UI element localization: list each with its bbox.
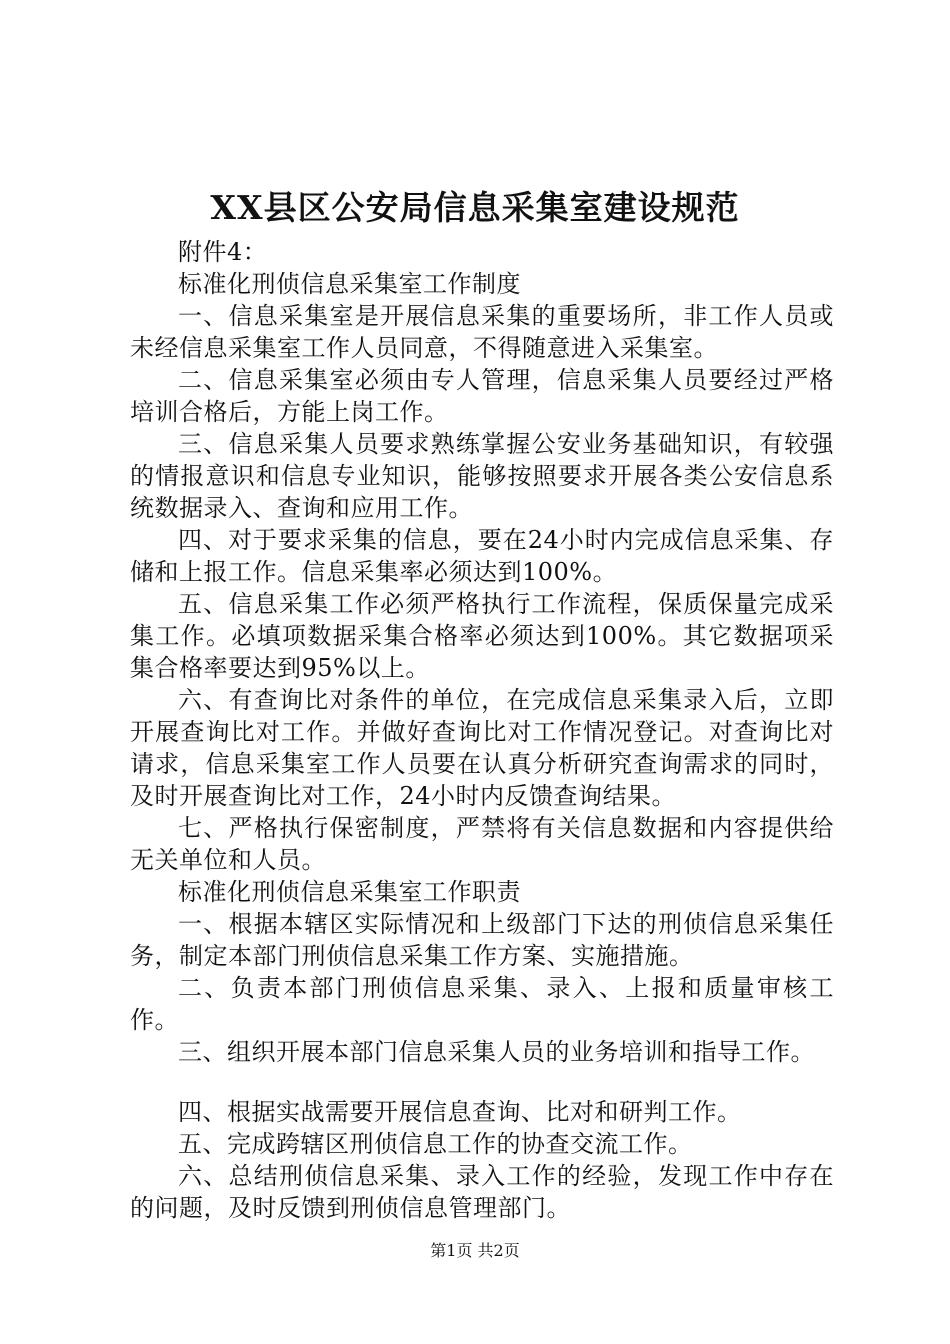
rule-item-7: 七、严格执行保密制度，严禁将有关信息数据和内容提供给无关单位和人员。 [130, 814, 834, 874]
rule-item-6: 六、有查询比对条件的单位，在完成信息采集录入后，立即开展查询比对工作。并做好查询比对工作情况登记。对查询比对请求，信息采集室工作人员要在认真分析研究查询需求的同时，及时开展查询比对工作，24小时内反馈查询结果。 [130, 686, 834, 810]
duty-item-4: 四、根据实战需要开展信息查询、比对和研判工作。 [178, 1098, 742, 1126]
rule-item-2: 二、信息采集室必须由专人管理，信息采集人员要经过严格培训合格后，方能上岗工作。 [130, 366, 834, 426]
rule-item-5: 五、信息采集工作必须严格执行工作流程，保质保量完成采集工作。必填项数据采集合格率必须达到100%。其它数据项采集合格率要达到95%以上。 [130, 590, 834, 682]
attachment-label: 附件4： [178, 238, 268, 266]
section-heading-rules: 标准化刑侦信息采集室工作制度 [178, 270, 521, 298]
duty-item-2: 二、负责本部门刑侦信息采集、录入、上报和质量审核工作。 [130, 974, 834, 1034]
rule-item-1: 一、信息采集室是开展信息采集的重要场所，非工作人员或未经信息采集室工作人员同意，不得随意进入采集室。 [130, 302, 834, 362]
rule-item-3: 三、信息采集人员要求熟练掌握公安业务基础知识，有较强的情报意识和信息专业知识，能够按照要求开展各类公安信息系统数据录入、查询和应用工作。 [130, 430, 834, 522]
duty-item-6: 六、总结刑侦信息采集、录入工作的经验，发现工作中存在的问题，及时反馈到刑侦信息管理部门。 [130, 1162, 834, 1222]
rule-item-4: 四、对于要求采集的信息，要在24小时内完成信息采集、存储和上报工作。信息采集率必须达到100%。 [130, 526, 834, 586]
document-body [130, 236, 834, 1224]
document-title: XX县区公安局信息采集室建设规范 [210, 188, 740, 227]
page-footer: 第1页 共2页 [430, 1241, 520, 1260]
duty-item-3: 三、组织开展本部门信息采集人员的业务培训和指导工作。 [178, 1038, 815, 1066]
section-heading-duties: 标准化刑侦信息采集室工作职责 [178, 878, 521, 906]
duty-item-5: 五、完成跨辖区刑侦信息工作的协查交流工作。 [178, 1130, 693, 1158]
duty-item-1: 一、根据本辖区实际情况和上级部门下达的刑侦信息采集任务，制定本部门刑侦信息采集工作方案、实施措施。 [130, 910, 834, 970]
